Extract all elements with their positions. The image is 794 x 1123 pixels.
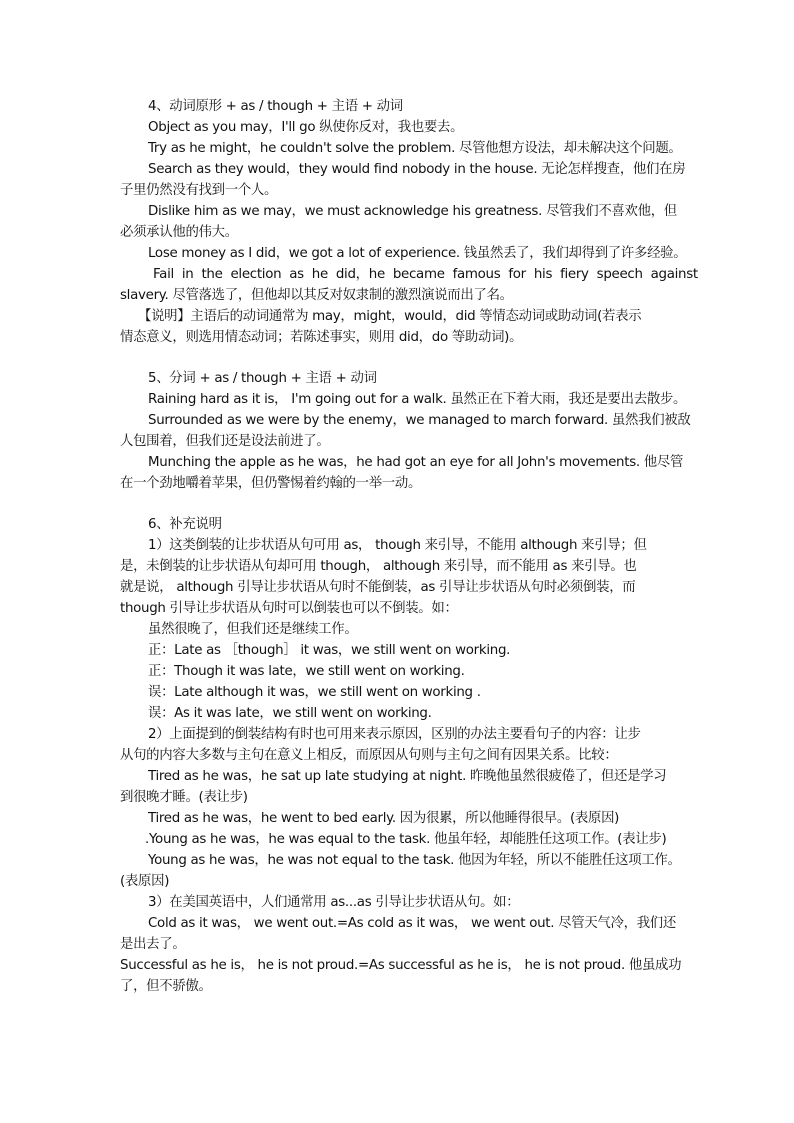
section-5-heading: 5、分词 + as / though + 主语 + 动词	[148, 371, 377, 386]
correct-example: 正：Though it was late，we still went on working.	[148, 664, 465, 679]
section-4-heading: 4、动词原形 + as / though + 主语 + 动词	[148, 99, 403, 114]
example-line: 必须承认他的伟大。	[120, 225, 238, 240]
example-line: Surrounded as we were by the enemy，we managed to march forward. 虽然我们被敌	[148, 413, 691, 428]
example-line: slavery. 尽管落选了，但他却以其反对奴隶制的激烈演说而出了名。	[120, 288, 513, 303]
wrong-example: 误：As it was late，we still went on working.	[148, 706, 432, 721]
example-line: Tired as he was，he sat up late studying at night. 昨晚他虽然很疲倦了，但还是学习	[148, 769, 667, 784]
explanation-line: 是，未倒装的让步状语从句却可用 though， although 来引导，而不能用 as 来引导。也	[120, 559, 637, 574]
correct-example: 正：Late as ［though］ it was，we still went on working.	[148, 643, 511, 658]
example-line: Dislike him as we may，we must acknowledge his greatness. 尽管我们不喜欢他，但	[148, 204, 677, 219]
note-line: 【说明】主语后的动词通常为 may，might，would，did 等情态动词或助动词(若表示	[138, 309, 642, 324]
example-line: 了，但不骄傲。	[120, 979, 212, 994]
example-line: 子里仍然没有找到一个人。	[120, 183, 278, 198]
example-line: Munching the apple as he was，he had got an eye for all John's movements. 他尽管	[148, 455, 684, 470]
example-line: Cold as it was， we went out.=As cold as it was， we went out. 尽管天气冷，我们还	[148, 916, 676, 931]
note-line: 情态意义，则选用情态动词；若陈述事实，则用 did，do 等助动词)。	[120, 330, 523, 345]
example-line: Young as he was，he was not equal to the task. 他因为年轻，所以不能胜任这项工作。	[148, 853, 681, 868]
example-line: Raining hard as it is， I'm going out for a walk. 虽然正在下着大雨，我还是要出去散步。	[148, 392, 687, 407]
example-line: Object as you may，I'll go 纵使你反对，我也要去。	[148, 120, 464, 135]
explanation-line: 2）上面提到的倒装结构有时也可用来表示原因，区别的办法主要看句子的内容：让步	[148, 727, 641, 742]
example-line: Try as he might，he couldn't solve the problem. 尽管他想方设法，却未解决这个问题。	[148, 141, 682, 156]
section-6-heading: 6、补充说明	[148, 517, 222, 532]
example-line: .Young as he was，he was equal to the task. 他虽年轻，却能胜任这项工作。(表让步)	[145, 832, 667, 847]
explanation-line: 3）在美国英语中，人们通常用 as...as 引导让步状语从句。如：	[148, 895, 520, 910]
example-line: Search as they would，they would find nobody in the house. 无论怎样搜查，他们在房	[148, 162, 686, 177]
example-line: Lose money as I did，we got a lot of experience. 钱虽然丢了，我们却得到了许多经验。	[148, 246, 687, 261]
example-line: Successful as he is， he is not proud.=As successful as he is， he is not proud. 他虽成功	[120, 958, 682, 973]
example-line: Fail in the election as he did，he became famous for his fiery speech against	[153, 267, 698, 282]
example-line: (表原因)	[120, 874, 170, 889]
example-line: 人包围着，但我们还是设法前进了。	[120, 434, 330, 449]
example-line: Tired as he was，he went to bed early. 因为很累，所以他睡得很早。(表原因)	[148, 811, 620, 826]
wrong-example: 误：Late although it was，we still went on working .	[148, 685, 481, 700]
explanation-line: 1）这类倒装的让步状语从句可用 as， though 来引导，不能用 although 来引导；但	[148, 538, 647, 553]
example-line: 在一个劲地嚼着苹果，但仍警惕着约翰的一举一动。	[120, 476, 422, 491]
explanation-line: 就是说， although 引导让步状语从句时不能倒装，as 引导让步状语从句时必须倒装，而	[120, 580, 636, 595]
example-line: 是出去了。	[120, 937, 186, 952]
example-line: 虽然很晚了，但我们还是继续工作。	[148, 622, 358, 637]
explanation-line: though 引导让步状语从句时可以倒装也可以不倒装。如：	[120, 601, 458, 616]
explanation-line: 从句的内容大多数与主句在意义上相反，而原因从句则与主句之间有因果关系。比较：	[120, 748, 618, 763]
example-line: 到很晚才睡。(表让步)	[120, 790, 248, 805]
